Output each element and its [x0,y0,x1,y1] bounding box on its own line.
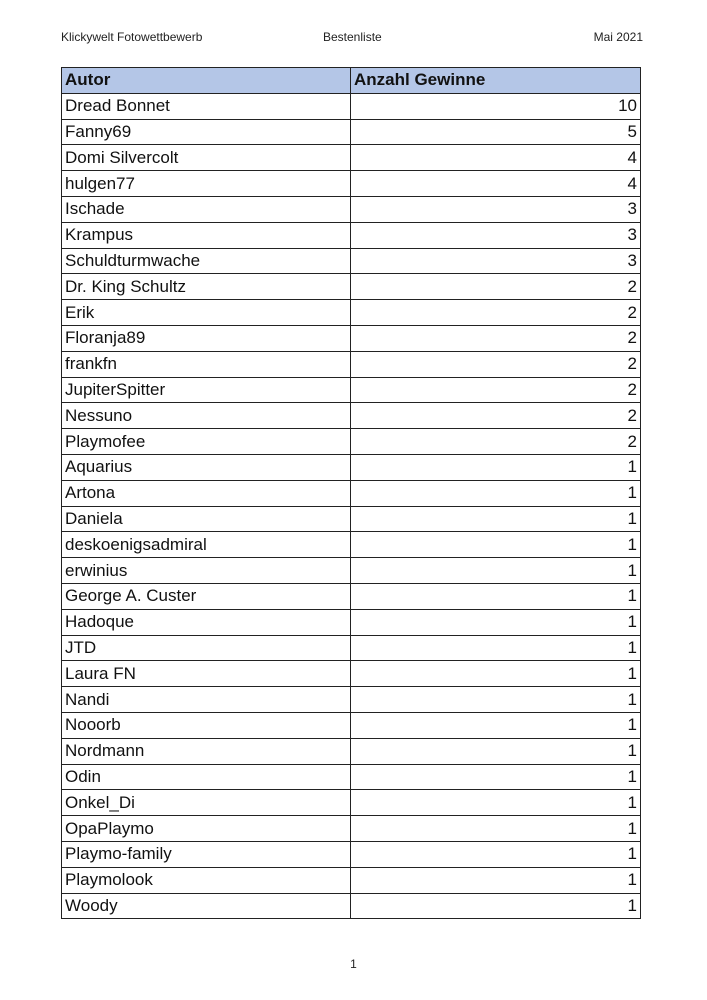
wins-cell: 1 [351,712,641,738]
column-header-wins: Anzahl Gewinne [351,68,641,94]
wins-cell: 1 [351,867,641,893]
table-row [62,687,641,713]
leaderboard-table [61,67,641,919]
wins-cell: 1 [351,816,641,842]
wins-cell: 2 [351,403,641,429]
author-cell: Dr. King Schultz [62,274,351,300]
author-cell: Laura FN [62,661,351,687]
author-cell: Ischade [62,196,351,222]
table-row [62,790,641,816]
wins-cell: 1 [351,687,641,713]
author-cell: Nandi [62,687,351,713]
table-row [62,841,641,867]
author-cell: Playmofee [62,429,351,455]
author-cell: Artona [62,480,351,506]
table-row [62,377,641,403]
table-row [62,300,641,326]
author-cell: Domi Silvercolt [62,145,351,171]
header-title: Klickywelt Fotowettbewerb [61,30,203,44]
table-row [62,171,641,197]
table-row [62,893,641,919]
wins-cell: 1 [351,506,641,532]
wins-cell: 1 [351,661,641,687]
author-cell: Daniela [62,506,351,532]
table-body [62,93,641,919]
wins-cell: 4 [351,145,641,171]
table-header-row [62,68,641,94]
table-row [62,609,641,635]
author-cell: Hadoque [62,609,351,635]
author-cell: OpaPlaymo [62,816,351,842]
wins-cell: 5 [351,119,641,145]
author-cell: Woody [62,893,351,919]
author-cell: Nooorb [62,712,351,738]
author-cell: Odin [62,764,351,790]
table-row [62,532,641,558]
table-row [62,403,641,429]
author-cell: Erik [62,300,351,326]
author-cell: Floranja89 [62,325,351,351]
wins-cell: 4 [351,171,641,197]
table-row [62,816,641,842]
wins-cell: 1 [351,480,641,506]
author-cell: Fanny69 [62,119,351,145]
wins-cell: 1 [351,841,641,867]
table-row [62,764,641,790]
author-cell: Playmolook [62,867,351,893]
author-cell: erwinius [62,558,351,584]
table-row [62,196,641,222]
wins-cell: 1 [351,583,641,609]
header-date: Mai 2021 [593,30,643,44]
table-row [62,93,641,119]
table-row [62,454,641,480]
wins-cell: 3 [351,248,641,274]
wins-cell: 1 [351,764,641,790]
author-cell: Dread Bonnet [62,93,351,119]
author-cell: Schuldturmwache [62,248,351,274]
wins-cell: 2 [351,300,641,326]
table-row [62,738,641,764]
table-row [62,145,641,171]
author-cell: Nordmann [62,738,351,764]
wins-cell: 1 [351,738,641,764]
author-cell: Nessuno [62,403,351,429]
wins-cell: 3 [351,196,641,222]
wins-cell: 3 [351,222,641,248]
wins-cell: 1 [351,532,641,558]
wins-cell: 2 [351,377,641,403]
table-row [62,351,641,377]
wins-cell: 1 [351,609,641,635]
table-row [62,248,641,274]
wins-cell: 1 [351,635,641,661]
author-cell: JTD [62,635,351,661]
table-row [62,583,641,609]
wins-cell: 10 [351,93,641,119]
table-row [62,222,641,248]
wins-cell: 2 [351,351,641,377]
wins-cell: 2 [351,429,641,455]
author-cell: Krampus [62,222,351,248]
header-subtitle: Bestenliste [323,30,382,44]
wins-cell: 1 [351,790,641,816]
column-header-author: Autor [62,68,351,94]
table-row [62,274,641,300]
table-row [62,480,641,506]
table-row [62,712,641,738]
author-cell: George A. Custer [62,583,351,609]
author-cell: hulgen77 [62,171,351,197]
table-row [62,429,641,455]
table-row [62,635,641,661]
wins-cell: 1 [351,893,641,919]
author-cell: Playmo-family [62,841,351,867]
table-row [62,558,641,584]
table-row [62,506,641,532]
wins-cell: 1 [351,558,641,584]
author-cell: Onkel_Di [62,790,351,816]
author-cell: frankfn [62,351,351,377]
wins-cell: 2 [351,274,641,300]
wins-cell: 2 [351,325,641,351]
table-row [62,119,641,145]
author-cell: deskoenigsadmiral [62,532,351,558]
table-row [62,661,641,687]
wins-cell: 1 [351,454,641,480]
table-row [62,867,641,893]
table-row [62,325,641,351]
author-cell: Aquarius [62,454,351,480]
page-number: 1 [350,957,357,971]
author-cell: JupiterSpitter [62,377,351,403]
